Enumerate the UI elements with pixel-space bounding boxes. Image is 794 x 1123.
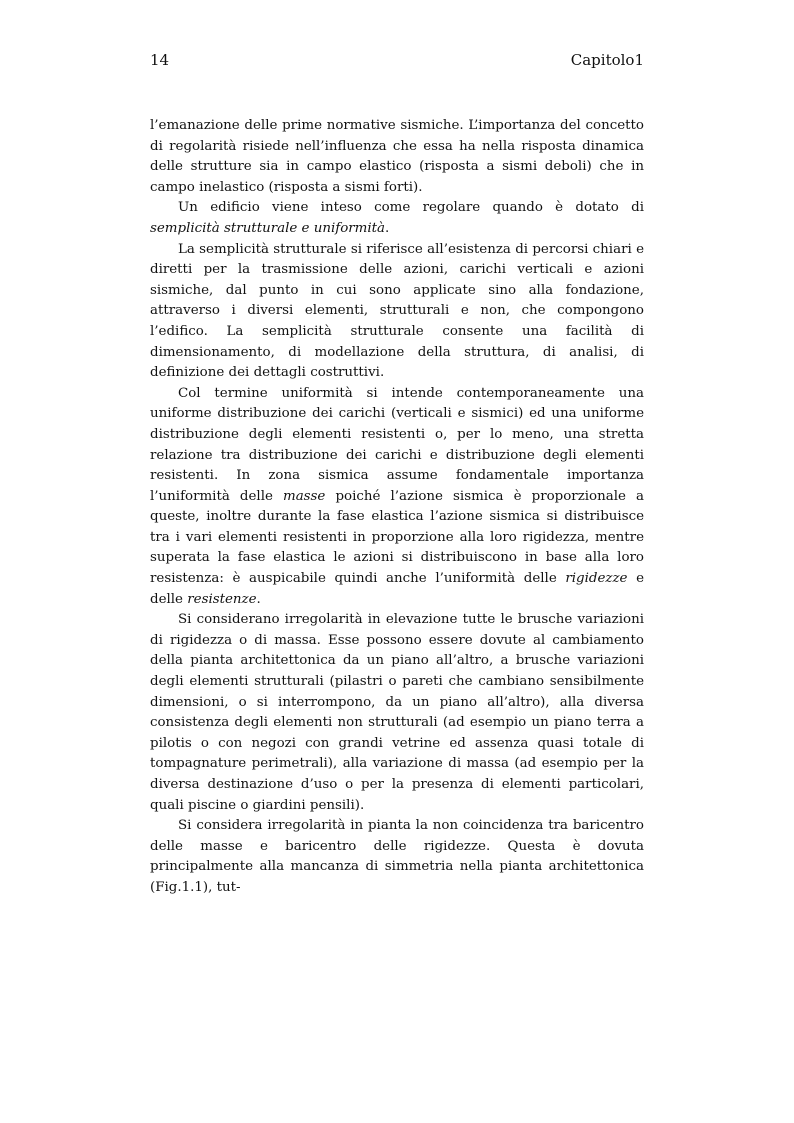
running-header [150, 50, 644, 70]
paragraph-4-emphasis-rigidezze: rigidezze [565, 571, 628, 587]
paragraph-4 [150, 384, 644, 611]
body-text [150, 116, 644, 899]
paragraph-5: Si considerano irregolarità in elevazione tutte le brusche variazioni di rigidezza o di massa. Esse possono essere dovute al cambiamento della pianta architettonica da un piano all’altro, a brusche variazioni degli elementi strutturali (pilastri o pareti che cambiano sensibilmente dimensioni, o si interrompono, da un piano all’altro), alla diversa consistenza degli elementi non strutturali (ad esempio un piano terra a pilotis o con negozi con grandi vetrine ed assenza quasi totale di tompagnature perimetrali), alla variazione di massa (ad esempio per la diversa destinazione d’uso o per la presenza di elementi particolari, quali piscine o giardini pensili). [150, 612, 644, 813]
paragraph-4-text-b: poiché l’azione sismica è proporzionale a queste, inoltre durante la fase elastica l’azione sismica si distribuisce tra i vari elementi resistenti in proporzione alla loro rigidezza, mentre superata la fase elastica le azioni si distribuiscono in base alla loro resistenza: è auspicabile quindi anche l’uniformità delle [150, 488, 644, 587]
paragraph-1: l’emanazione delle prime normative sismiche. L’importanza del concetto di regolarità risiede nell’influenza che essa ha nella risposta dinamica delle strutture sia in campo elastico (risposta a sismi deboli) che in campo inelastico (risposta a sismi forti). [150, 118, 644, 195]
paragraph-4-emphasis-resistenze: resistenze [187, 591, 257, 607]
page-number: 14 [150, 51, 170, 69]
paragraph-4-text-d: . [256, 591, 261, 607]
paragraph-6: Si considera irregolarità in pianta la non coincidenza tra baricentro delle masse e baricentro delle rigidezze. Questa è dovuta principalmente alla mancanza di simmetria nella pianta architettonica (Fig.1.1), tut- [150, 818, 644, 895]
paragraph-2-emphasis: semplicità strutturale e uniformità [150, 220, 386, 236]
paragraph-2-text-a: Un edificio viene inteso come regolare quando è dotato di [178, 200, 644, 216]
paragraph-4-text-c: e delle [150, 571, 644, 607]
paragraph-4-emphasis-masse: masse [283, 488, 326, 504]
paragraph-3: La semplicità strutturale si riferisce all’esistenza di percorsi chiari e diretti per la trasmissione delle azioni, carichi verticali e azioni sismiche, dal punto in cui sono applicate sino alla fondazione, attraverso i diversi elementi, strutturali e non, che compongono l’edifico. La semplicità strutturale consente una facilità di dimensionamento, di modellazione della struttura, di analisi, di definizione dei dettagli costruttivi. [150, 241, 644, 381]
chapter-title: Capitolo1 [570, 51, 644, 69]
paragraph-2 [150, 198, 644, 239]
paragraph-4-text-a: Col termine uniformità si intende contemporaneamente una uniforme distribuzione dei carichi (verticali e sismici) ed una uniforme distribuzione degli elementi resistenti o, per lo meno, una stretta relazione tra distribuzione dei carichi e distribuzione degli elementi resistenti. In zona sismica assume fondamentale importanza l’uniformità delle [150, 385, 644, 504]
paragraph-2-text-b: . [385, 220, 390, 236]
